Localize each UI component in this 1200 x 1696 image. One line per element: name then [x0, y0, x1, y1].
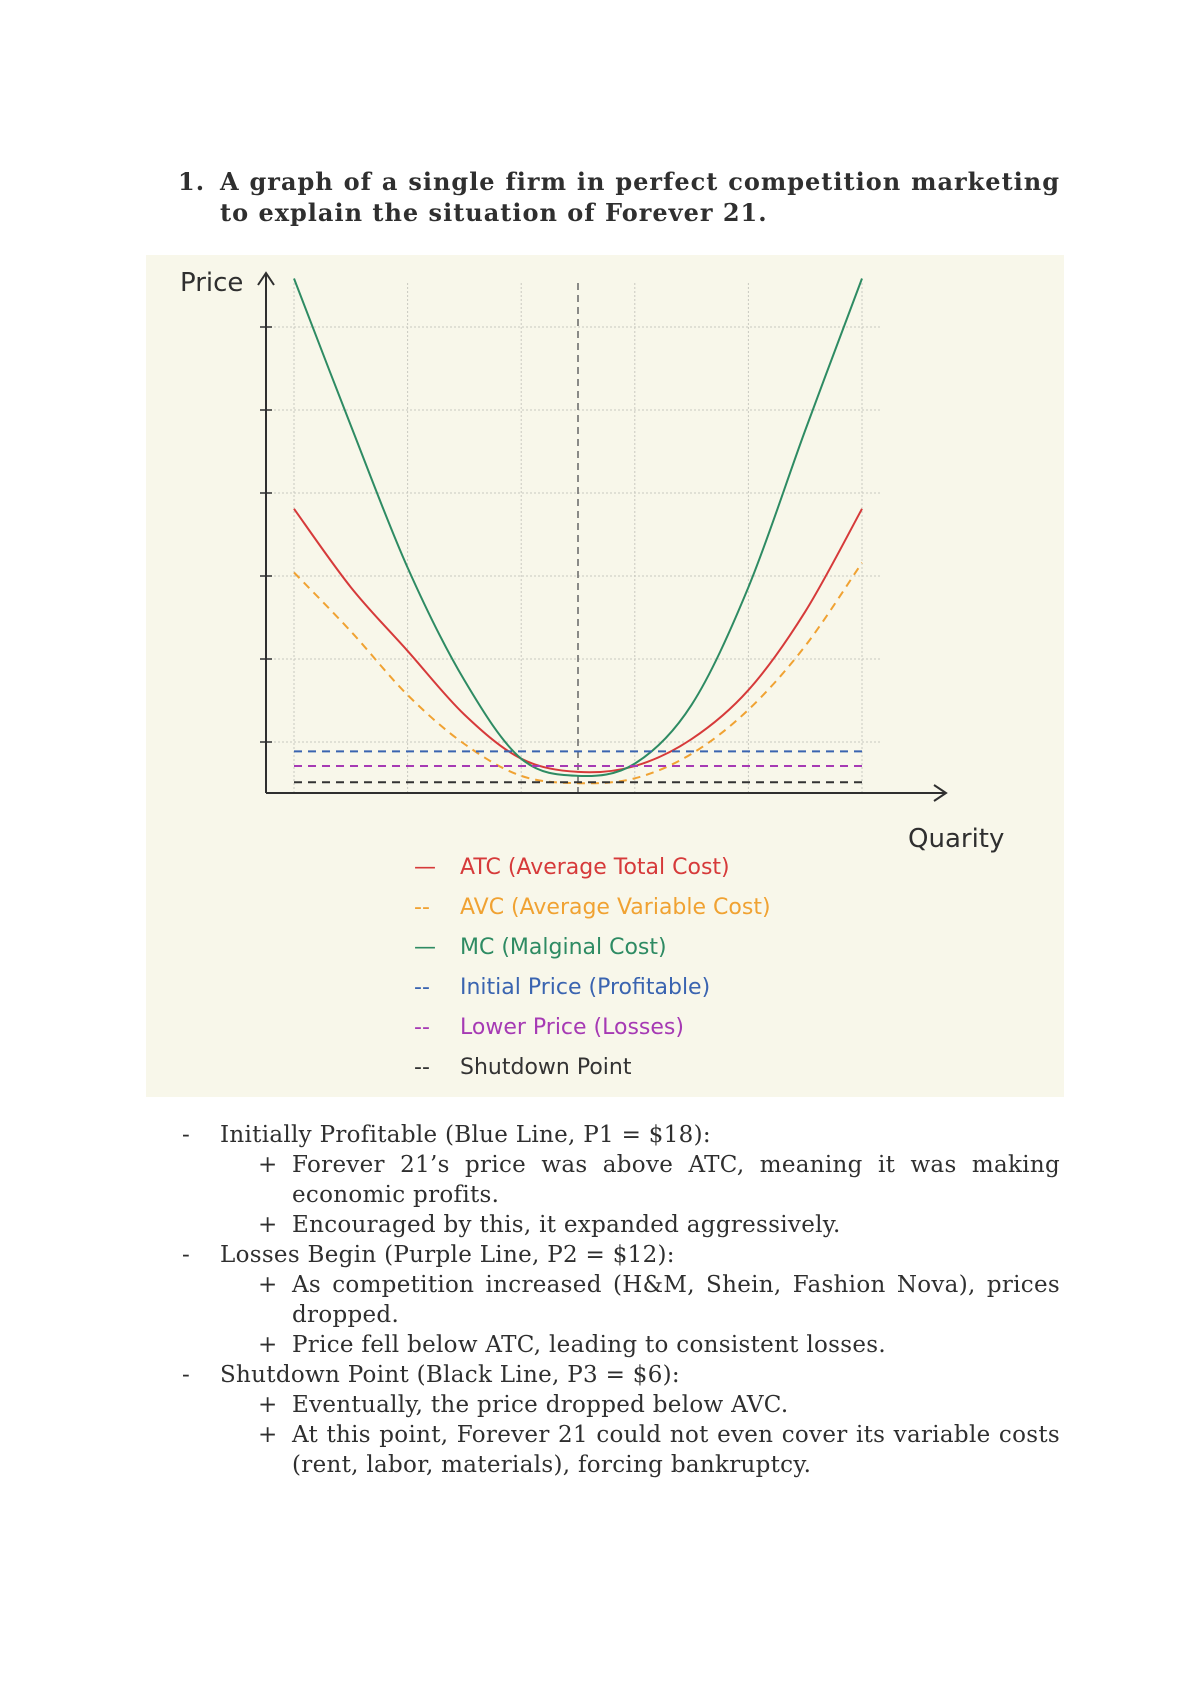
- sub-item-text: Encouraged by this, it expanded aggressively.: [292, 1212, 841, 1238]
- legend-symbol: —: [414, 854, 436, 880]
- sub-item: [178, 1390, 1060, 1420]
- sub-item: [178, 1150, 1060, 1210]
- plus-bullet: +: [258, 1152, 278, 1178]
- question-heading: [178, 166, 1060, 228]
- plus-bullet: +: [258, 1272, 278, 1298]
- legend-label: Shutdown Point: [460, 1054, 632, 1080]
- dash-bullet: -: [182, 1242, 191, 1268]
- legend: [414, 847, 1014, 1087]
- y-axis-label: Price: [180, 268, 244, 298]
- list-item: [178, 1360, 1060, 1390]
- question-text: A graph of a single firm in perfect competition marketing to explain the situation of Forever 21.: [220, 167, 1060, 227]
- sub-item-text: Eventually, the price dropped below AVC.: [292, 1392, 789, 1418]
- plus-bullet: +: [258, 1332, 278, 1358]
- sub-item-text: Price fell below ATC, leading to consistent losses.: [292, 1332, 886, 1358]
- legend-item-avc: [414, 887, 1014, 927]
- legend-label: MC (Malginal Cost): [460, 934, 667, 960]
- list-item-text: Shutdown Point (Black Line, P3 = $6):: [220, 1362, 680, 1388]
- legend-item-initial-price: [414, 967, 1014, 1007]
- legend-item-atc: [414, 847, 1014, 887]
- sub-item: [178, 1330, 1060, 1360]
- sub-item-text: At this point, Forever 21 could not even cover its variable costs (rent, labor, materials), forcing bankruptcy.: [292, 1422, 1060, 1478]
- legend-label: ATC (Average Total Cost): [460, 854, 730, 880]
- dash-bullet: -: [182, 1122, 191, 1148]
- list-item-text: Losses Begin (Purple Line, P2 = $12):: [220, 1242, 675, 1268]
- legend-symbol: --: [414, 1054, 430, 1080]
- legend-symbol: —: [414, 934, 436, 960]
- list-item: [178, 1240, 1060, 1270]
- sub-item: [178, 1270, 1060, 1330]
- plus-bullet: +: [258, 1422, 278, 1448]
- legend-item-shutdown: [414, 1047, 1014, 1087]
- explanation-list: [178, 1120, 1060, 1480]
- legend-symbol: --: [414, 894, 430, 920]
- list-item: [178, 1120, 1060, 1150]
- legend-item-mc: [414, 927, 1014, 967]
- legend-label: Initial Price (Profitable): [460, 974, 711, 1000]
- sub-item-text: As competition increased (H&M, Shein, Fashion Nova), prices dropped.: [292, 1272, 1060, 1328]
- legend-label: Lower Price (Losses): [460, 1014, 684, 1040]
- sub-item: [178, 1210, 1060, 1240]
- plus-bullet: +: [258, 1392, 278, 1418]
- grid: [260, 283, 882, 793]
- sub-item: [178, 1420, 1060, 1480]
- list-item-text: Initially Profitable (Blue Line, P1 = $18):: [220, 1122, 711, 1148]
- legend-symbol: --: [414, 1014, 430, 1040]
- plus-bullet: +: [258, 1212, 278, 1238]
- sub-item-text: Forever 21’s price was above ATC, meaning it was making economic profits.: [292, 1152, 1060, 1208]
- x-axis-label: Quarity: [908, 824, 1005, 854]
- question-number: 1.: [178, 167, 206, 196]
- legend-item-lower-price: [414, 1007, 1014, 1047]
- legend-symbol: --: [414, 974, 430, 1000]
- dash-bullet: -: [182, 1362, 191, 1388]
- cost-curve-figure: [146, 255, 1064, 1097]
- legend-label: AVC (Average Variable Cost): [460, 894, 771, 920]
